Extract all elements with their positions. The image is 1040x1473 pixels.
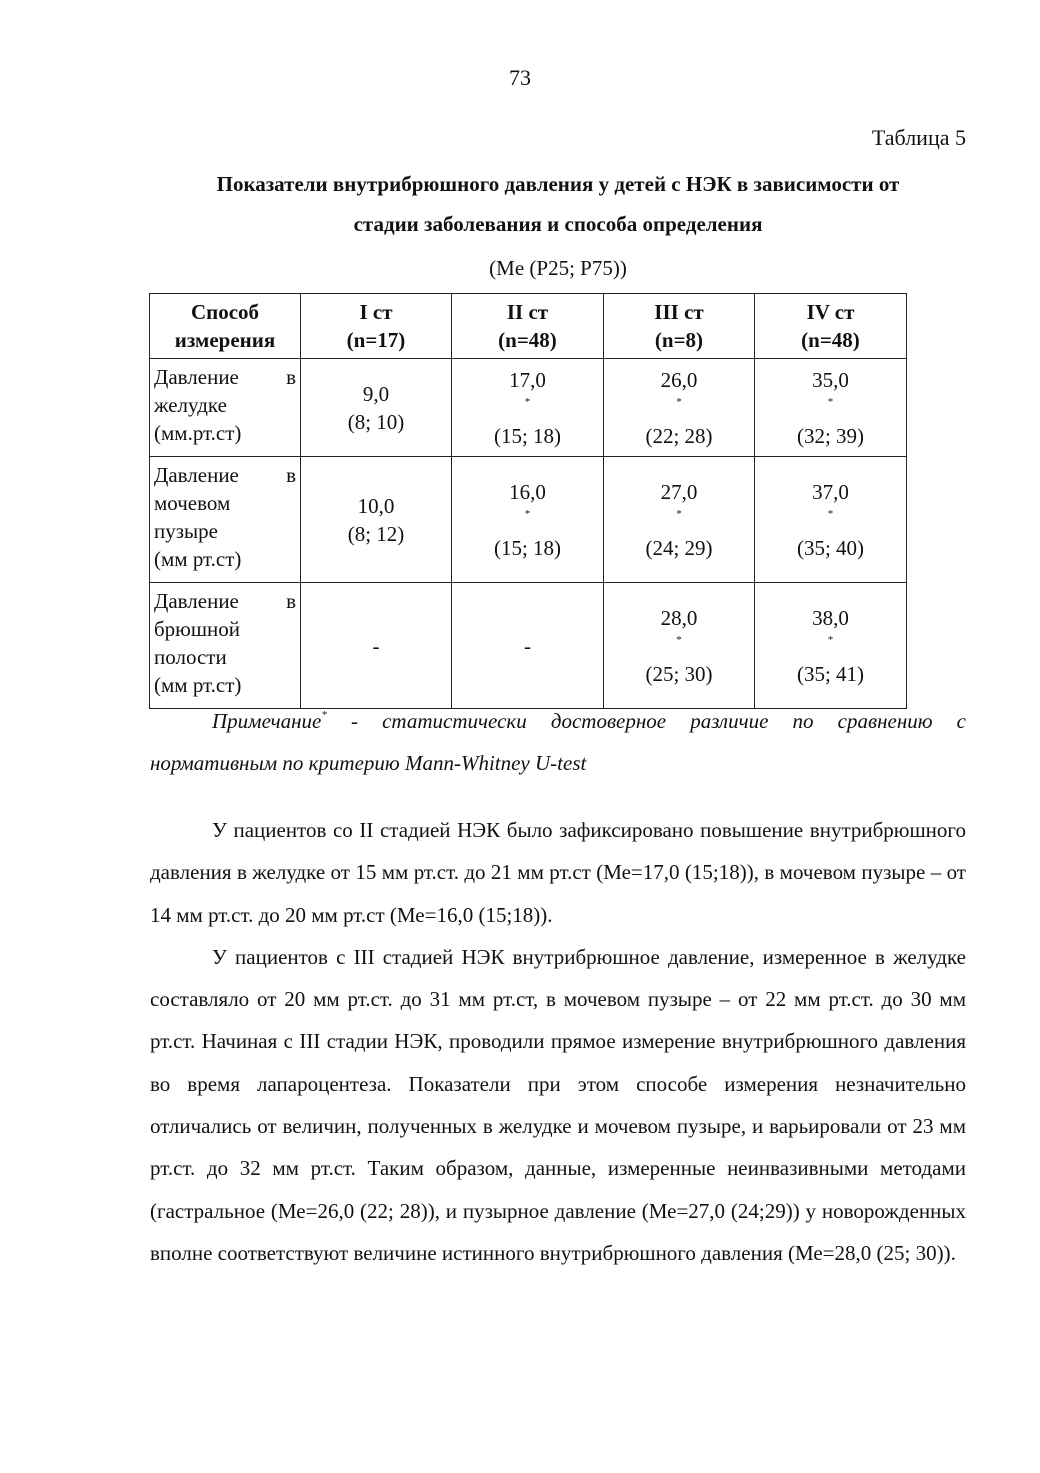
- header-text: III ст: [654, 300, 704, 324]
- header-text: (n=17): [346, 328, 406, 352]
- note-word: Примечание: [212, 709, 322, 733]
- table-cell: [755, 359, 907, 457]
- median-value: 27,0: [660, 479, 698, 504]
- paragraph: У пациентов со II стадией НЭК было зафиксировано повышение внутрибрюшного давления в желудке от 15 мм рт.ст. до 21 мм рт.ст (Ме=17,0 (15;18)), в мочевом пузыре – от 14 мм рт.ст. до 20 мм рт.ст (Ме=16,0 (15;18)).: [150, 818, 966, 927]
- header-text: IV ст: [806, 300, 855, 324]
- median-value: 16,0: [509, 479, 546, 504]
- quartile-range: (35; 41): [796, 661, 865, 686]
- row-label-word: (мм.рт.ст): [154, 421, 242, 445]
- median-value: 35,0: [812, 367, 849, 392]
- significance-mark: *: [827, 507, 834, 520]
- median-value: 28,0: [660, 605, 698, 630]
- row-label-word: полости: [154, 645, 227, 669]
- table-row-bladder: [150, 457, 907, 583]
- significance-mark: *: [827, 395, 834, 408]
- header-stage-3: [604, 294, 755, 359]
- table-row-stomach: [150, 359, 907, 457]
- quartile-range: (22; 28): [645, 423, 713, 448]
- table-cell: [604, 457, 755, 583]
- table-cell: [452, 583, 604, 709]
- quartile-range: (25; 30): [645, 661, 713, 686]
- quartile-range: (8; 10): [347, 409, 405, 434]
- significance-mark: *: [524, 395, 531, 408]
- header-text: измерения: [174, 328, 276, 352]
- significance-mark: *: [676, 633, 682, 646]
- table-caption-line2: стадии заболевания и способа определения: [353, 212, 763, 236]
- significance-mark: *: [827, 633, 834, 646]
- note-mark: *: [321, 709, 327, 721]
- row-label-word: пузыре: [154, 519, 218, 543]
- header-stage-4: [755, 294, 907, 359]
- quartile-range: (8; 12): [347, 521, 405, 546]
- table-cell: [452, 457, 604, 583]
- table-label: Таблица 5: [871, 125, 966, 150]
- header-text: (n=48): [498, 328, 557, 352]
- header-text: II ст: [506, 300, 549, 324]
- table-cell: [452, 359, 604, 457]
- table-subcaption: (Me (P25; P75)): [489, 256, 627, 280]
- table-cell: [755, 457, 907, 583]
- median-value: 26,0: [660, 367, 698, 392]
- table-cell: [301, 457, 452, 583]
- header-text: (n=8): [654, 328, 704, 352]
- quartile-range: (15; 18): [493, 535, 562, 560]
- table-note: [150, 700, 966, 784]
- row-label: [150, 359, 301, 457]
- significance-mark: *: [676, 507, 682, 520]
- median-value: 9,0: [362, 381, 390, 406]
- row-label-word: (мм рт.ст): [154, 547, 242, 571]
- paragraph: У пациентов с III стадией НЭК внутрибрюшное давление, измеренное в желудке составляло от 20 мм рт.ст. до 31 мм рт.ст, в мочевом пузыре – от 22 мм рт.ст. до 30 мм рт.ст. Начиная с III стадии НЭК, проводили прямое измерение внутрибрюшного давления во время лапароцентеза. Показатели при этом способе измерения незначительно отличались от величин, полученных в желудке и мочевом пузыре, и варьировали от 23 мм рт.ст. до 32 мм рт.ст. Таким образом, данные, измеренные неинвазивными методами (гастральное (Ме=26,0 (22; 28)), и пузырное давление (Ме=27,0 (24;29)) у новорожденных вполне соответствуют величине истинного внутрибрюшного давления (Ме=28,0 (25; 30)).: [150, 944, 966, 1265]
- header-text: Способ: [190, 300, 260, 324]
- table-header-row: [150, 294, 907, 359]
- header-method: [150, 294, 301, 359]
- significance-mark: *: [524, 507, 531, 520]
- median-value: 38,0: [812, 605, 849, 630]
- row-label: [150, 583, 301, 709]
- row-label-word: в: [286, 463, 296, 487]
- quartile-range: (32; 39): [796, 423, 865, 448]
- quartile-range: (24; 29): [645, 535, 713, 560]
- page-number: 73: [509, 65, 531, 90]
- table-cell: [755, 583, 907, 709]
- row-label-word: брюшной: [154, 617, 241, 641]
- note-text: - статистически достоверное различие по сравнению с нормативным по критерию Mann-Whitney U-test: [150, 709, 966, 775]
- significance-mark: *: [676, 395, 682, 408]
- quartile-range: (35; 40): [796, 535, 865, 560]
- table-cell: [301, 583, 452, 709]
- empty-value-dash: -: [372, 633, 380, 658]
- row-label-word: Давление: [154, 365, 239, 389]
- median-value: 17,0: [509, 367, 546, 392]
- table-cell: [301, 359, 452, 457]
- header-text: I ст: [359, 300, 393, 324]
- header-text: (n=48): [801, 328, 860, 352]
- empty-value-dash: -: [524, 633, 531, 658]
- row-label-word: Давление: [154, 463, 239, 487]
- body-text: [150, 809, 966, 1274]
- table-cell: [604, 359, 755, 457]
- header-stage-1: [301, 294, 452, 359]
- median-value: 37,0: [812, 479, 849, 504]
- table-row-abdominal: [150, 583, 907, 709]
- row-label-word: мочевом: [154, 491, 231, 515]
- pressure-table: [149, 293, 907, 709]
- row-label-word: в: [286, 365, 296, 389]
- row-label-word: желудке: [154, 393, 227, 417]
- row-label: [150, 457, 301, 583]
- quartile-range: (15; 18): [493, 423, 562, 448]
- table-caption-line1: Показатели внутрибрюшного давления у детей с НЭК в зависимости от: [216, 172, 900, 196]
- median-value: 10,0: [357, 493, 395, 518]
- table-cell: [604, 583, 755, 709]
- row-label-word: Давление: [154, 589, 239, 613]
- header-stage-2: [452, 294, 604, 359]
- row-label-word: в: [286, 589, 296, 613]
- row-label-word: (мм рт.ст): [154, 673, 242, 697]
